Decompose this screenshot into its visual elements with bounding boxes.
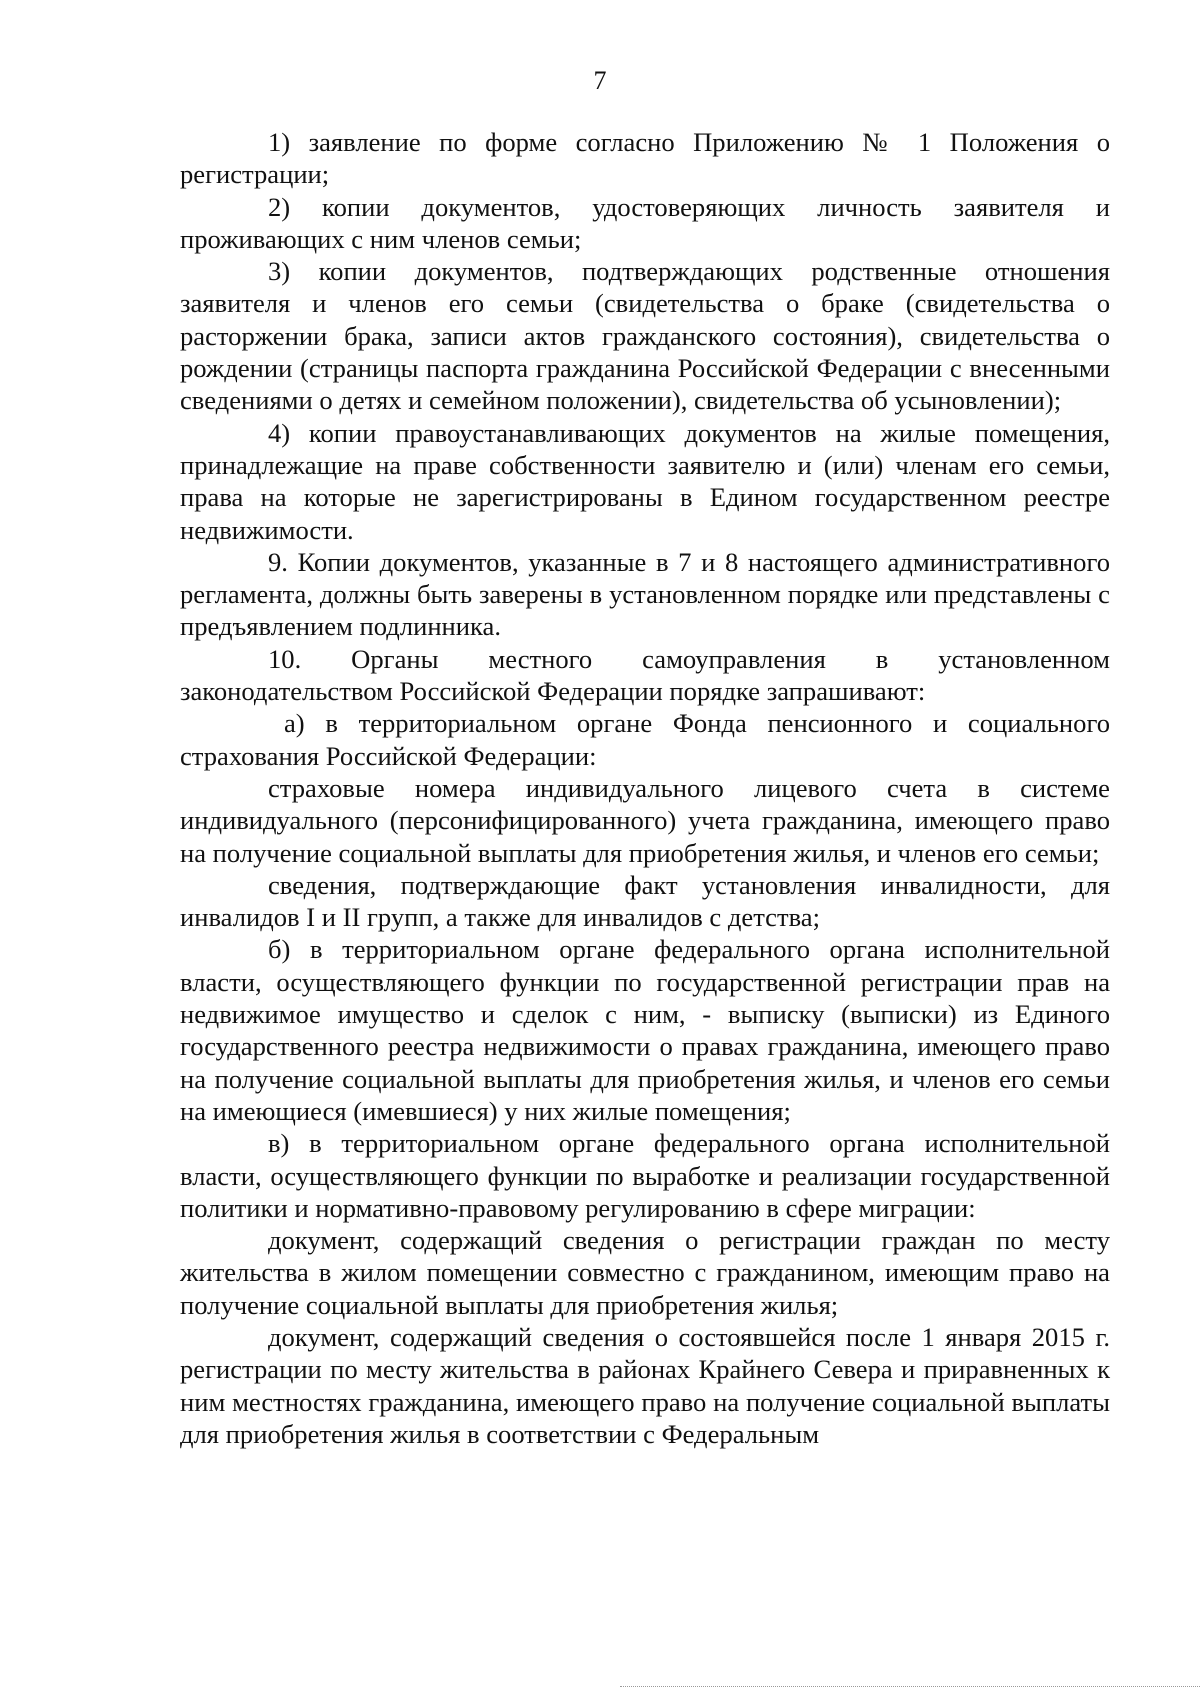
paragraph-section-9: 9. Копии документов, указанные в 7 и 8 настоящего административного регламента, должны быть заверены в установленном порядке или представлены с предъявлением подлинника. (180, 546, 1110, 642)
paragraph-subitem-v: в) в территориальном органе федерального органа исполнительной власти, осуществляющего функции по выработке и реализации государственной политики и нормативно-правовому регулированию в сфере миграции: (180, 1128, 1110, 1223)
document-body (180, 126, 1110, 1450)
paragraph-item-4-property-copies: 4) копии правоустанавливающих документов на жилые помещения, принадлежащие на праве собственности заявителю и (или) членам его семьи, права на которые не зарегистрированы в Едином государственном реестре недвижимости. (180, 417, 1110, 545)
paragraph-disability-info: сведения, подтверждающие факт установления инвалидности, для инвалидов I и II групп, а также для инвалидов с детства; (180, 869, 1110, 933)
page-number: 7 (593, 66, 607, 95)
paragraph-section-10: 10. Органы местного самоуправления в установленном законодательством Российской Федерации порядке запрашивают: (180, 643, 1110, 707)
paragraph-subitem-b: б) в территориальном органе федерального органа исполнительной власти, осуществляющего функции по государственной регистрации прав на недвижимое имущество и сделок с ним, - выписку (выписки) из Единого государственного реестра недвижимости о правах гражданина, имеющего право на получение социальной выплаты для приобретения жилья, и членов его семьи на имеющиеся (имевшиеся) у них жилые помещения; (180, 934, 1110, 1126)
paragraph-subitem-a: а) в территориальном органе Фонда пенсионного и социального страхования Российской Федерации: (180, 708, 1110, 771)
footer-dotted-line (620, 1686, 1200, 1687)
paragraph-item-1-application: 1) заявление по форме согласно Приложению № 1 Положения о регистрации; (180, 127, 1110, 190)
paragraph-registration-document: документ, содержащий сведения о регистрации граждан по месту жительства в жилом помещении совместно с гражданином, имеющим право на получение социальной выплаты для приобретения жилья; (180, 1225, 1110, 1320)
paragraph-insurance-numbers: страховые номера индивидуального лицевого счета в системе индивидуального (персонифицированного) учета гражданина, имеющего право на получение социальной выплаты для приобретения жилья, и членов его семьи; (180, 772, 1110, 868)
paragraph-far-north-document: документ, содержащий сведения о состоявшейся после 1 января 2015 г. регистрации по месту жительства в районах Крайнего Севера и приравненных к ним местностях гражданина, имеющего право на получение социальной выплаты для приобретения жилья в соответствии с Федеральным (180, 1321, 1110, 1449)
paragraph-item-3-kinship-copies: 3) копии документов, подтверждающих родственные отношения заявителя и членов его семьи (свидетельства о браке (свидетельства о расторжении брака, записи актов гражданского состояния), свидетельства о рождении (страницы паспорта гражданина Российской Федерации с внесенными сведениями о детях и семейном положении), свидетельства об усыновлении); (180, 256, 1110, 416)
paragraph-item-2-identity-copies: 2) копии документов, удостоверяющих личность заявителя и проживающих с ним членов семьи; (180, 191, 1110, 254)
